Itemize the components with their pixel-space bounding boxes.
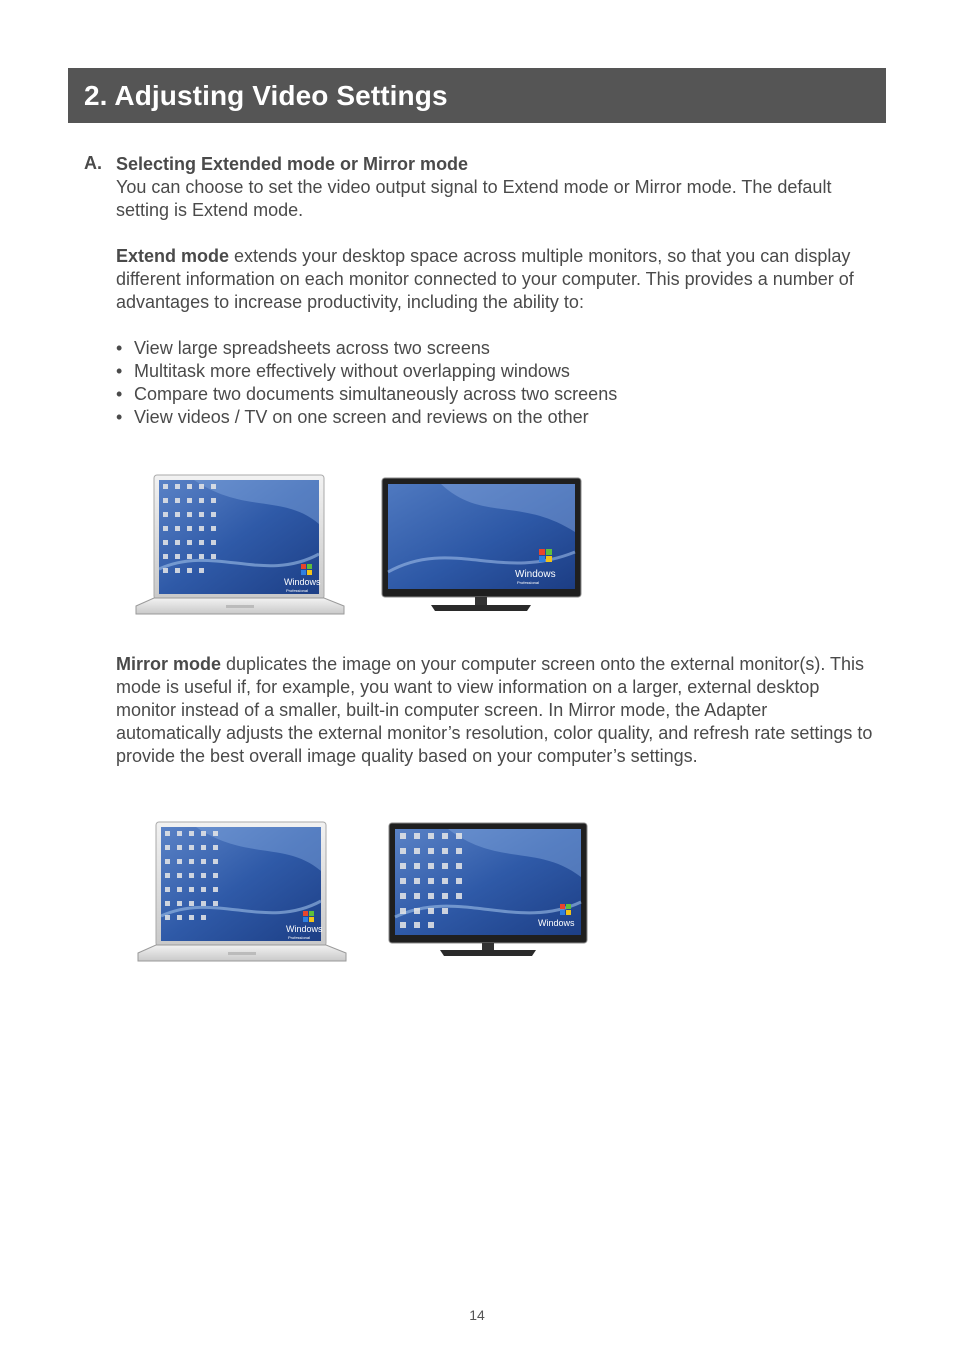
mirror-monitor-image <box>388 822 588 958</box>
windows-logo-text: Windows <box>515 569 556 580</box>
windows-logo-text: Windows <box>284 577 321 587</box>
svg-text:Professional: Professional <box>288 935 311 940</box>
extend-bullet-list <box>116 337 876 429</box>
list-item: • Multitask more effectively without overlapping windows <box>116 361 570 381</box>
page-title: 2. Adjusting Video Settings <box>84 79 448 111</box>
list-item: • Compare two documents simultaneously across two screens <box>116 384 618 404</box>
extend-laptop-image <box>134 474 349 620</box>
section-content <box>116 153 876 429</box>
section-title: Selecting Extended mode or Mirror mode <box>116 154 469 174</box>
section-letter: A. <box>84 153 102 173</box>
windows-logo-text: Windows <box>538 918 575 928</box>
svg-text:Professional: Professional <box>286 588 309 593</box>
section-intro: You can choose to set the video output signal to Extend mode or Mirror mode. The default setting is Extend mode. <box>116 177 832 220</box>
extend-text: extends your desktop space across multiple monitors, so that you can display different information on each monitor connected to your computer. This provides a number of advantages to increase productivity, including the ability to: <box>116 246 854 312</box>
extend-monitor-image <box>381 477 582 613</box>
mirror-text: duplicates the image on your computer screen onto the external monitor(s). This mode is useful if, for example, you want to view information on a larger, external desktop monitor instead of a smaller, built-in computer screen. In Mirror mode, the Adapter automatically adjusts the external monitor’s resolution, color quality, and refresh rate settings to provide the best overall image quality based on your computer’s settings. <box>116 654 873 766</box>
bullet-icon: • <box>116 384 123 404</box>
mirror-section <box>116 653 876 768</box>
section-header-bar <box>68 68 886 123</box>
mirror-paragraph <box>116 653 876 768</box>
page-number: 14 <box>469 1307 485 1323</box>
svg-text:Professional: Professional <box>517 580 540 585</box>
mirror-term: Mirror mode <box>116 654 222 674</box>
list-item: • View large spreadsheets across two screens <box>116 338 490 358</box>
extend-term: Extend mode <box>116 246 230 266</box>
list-item: • View videos / TV on one screen and reviews on the other <box>116 407 589 427</box>
bullet-icon: • <box>116 338 123 358</box>
windows-logo-text: Windows <box>286 924 323 934</box>
mirror-laptop-image <box>136 821 351 967</box>
extend-paragraph <box>116 245 876 314</box>
bullet-icon: • <box>116 361 123 381</box>
bullet-icon: • <box>116 407 123 427</box>
